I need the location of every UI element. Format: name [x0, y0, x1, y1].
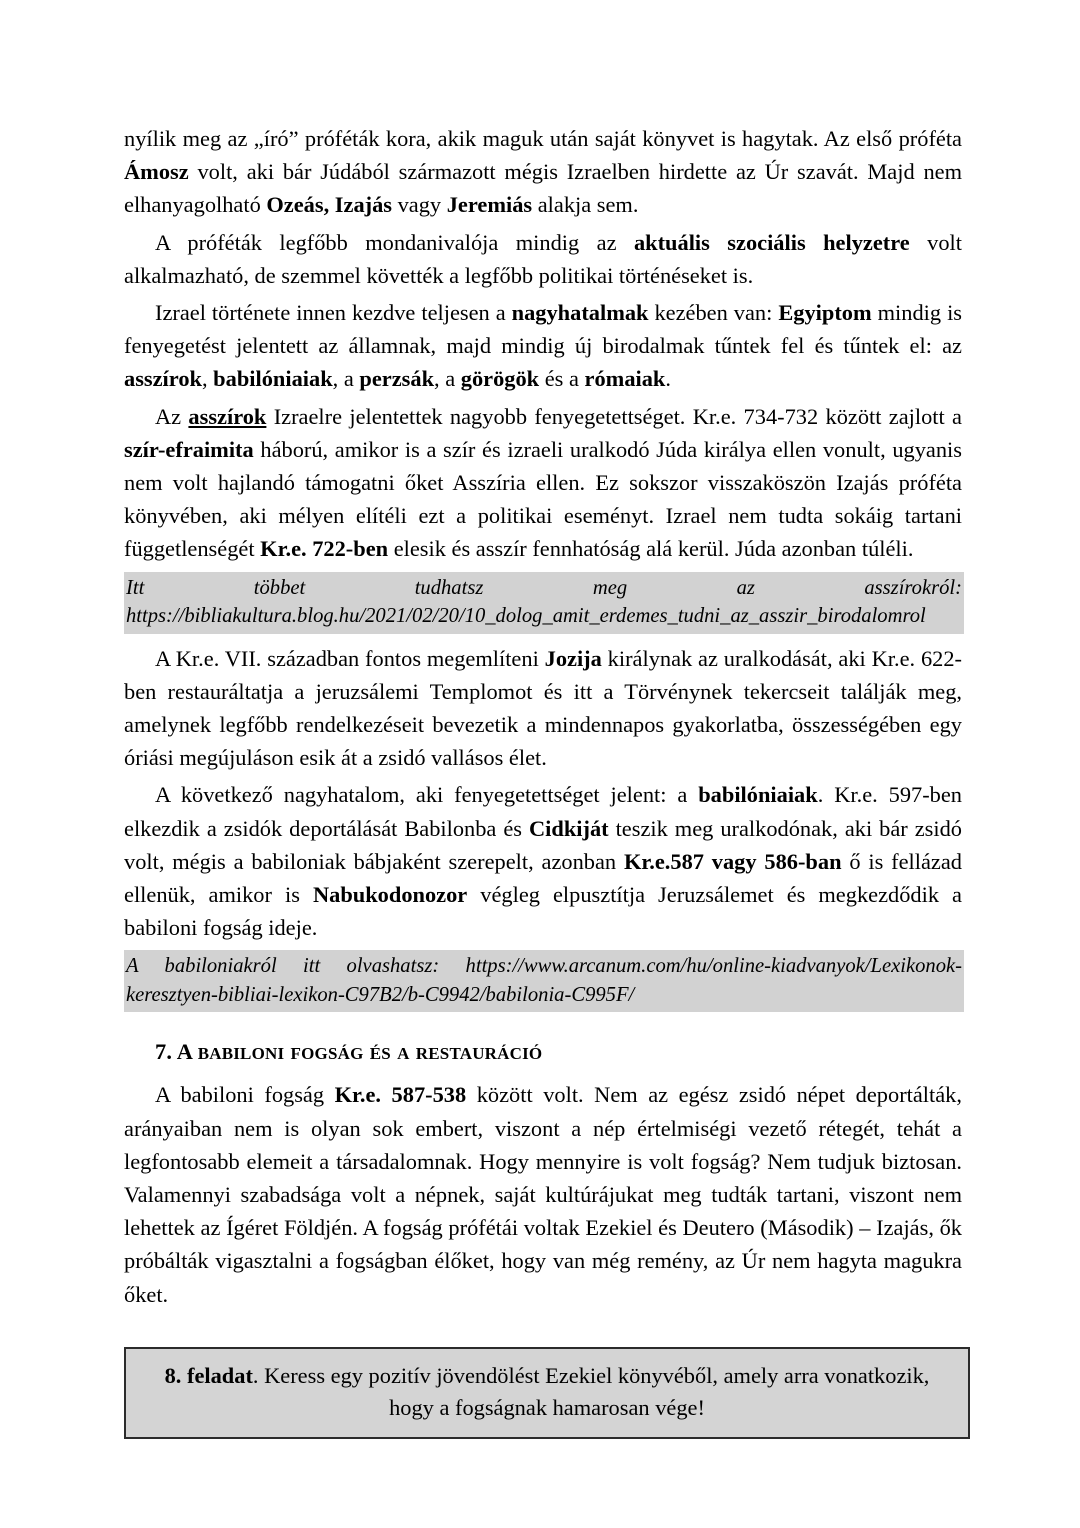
emphasis-babiloniaiak: babilóniaiak: [698, 782, 818, 808]
emphasis-kre-587-586: Kr.e.587 vagy 586-ban: [623, 848, 842, 874]
emphasis-amosz: Ámosz: [124, 159, 189, 185]
emphasis-szir-efraimita: szír-efraimita: [124, 436, 254, 462]
text-run: elesik és asszír fennhatóság alá kerül. Júda azonban túléli.: [388, 536, 914, 562]
note-babylon-line-2[interactable]: keresztyen-bibliai-lexikon-C97B2/b-C9942/babilonia-C995F/: [126, 983, 635, 1006]
text-run: ő is fellázad ellenük, amikor is: [124, 848, 962, 908]
text-run: , a: [332, 366, 360, 392]
emphasis-cidkijat: Cidkiját: [528, 815, 609, 841]
text-run: .: [665, 366, 671, 392]
paragraph-prophets-intro: [124, 122, 962, 222]
text-run: A próféták legfőbb mondanivalója mindig az: [155, 229, 634, 255]
task-text: . Keress egy pozitív jövendölést Ezekiel könyvéből, amely arra vonatkozik, hogy a fogságnak hamarosan vége!: [252, 1362, 930, 1421]
emphasis-egyiptom: Egyiptom: [778, 300, 872, 326]
section-title: babiloni fogság és a restauráció: [197, 1039, 543, 1066]
note-assyria-link[interactable]: [124, 572, 964, 634]
text-run: A következő nagyhatalom, aki fenyegetettséget jelent: a: [155, 782, 699, 808]
emphasis-nagyhatalmak: nagyhatalmak: [511, 300, 649, 326]
text-run: Izraelre jelentettek nagyobb fenyegetettséget. Kr.e. 734-732 között zajlott a: [266, 403, 962, 429]
text-run: . Kr.e. 597-ben elkezdik a zsidók deportálását Babilonba és: [124, 782, 962, 841]
text-run: alakja sem.: [532, 192, 639, 218]
note-babylon-line-1[interactable]: A babiloniakról itt olvashatsz: https://www.arcanum.com/hu/online-kiadvanyok/Lexikonok-: [126, 955, 962, 978]
paragraph-assyrians: [124, 400, 962, 566]
emphasis-gorogok: görögök: [460, 366, 540, 392]
emphasis-jeremias: Jeremiás: [446, 192, 533, 218]
text-run: mindig is fenyegetést jelentett az államnak, majd mindig új birodalmak tűntek fel és tűntek el: az: [124, 300, 962, 359]
emphasis-asszirok-underlined: asszírok: [188, 403, 267, 429]
text-run: háború, amikor is a szír és izraeli uralkodó Júda királya ellen vonult, ugyanis nem volt hajlandó támogatni őket Asszíria ellen. Ez sokszor visszaköszön Izajás próféta könyvében, aki mélyen elítéli ezt a politikai eseményt. Izrael nem tudta sokáig tartani függetlenségét: [124, 436, 962, 562]
emphasis-jozija: Jozija: [544, 645, 602, 671]
text-run: Izrael története innen kezdve teljesen a: [155, 300, 512, 326]
emphasis-kre-587-538: Kr.e. 587-538: [334, 1082, 467, 1108]
note-assyria-url[interactable]: https://bibliakultura.blog.hu/2021/02/20/10_dolog_amit_erdemes_tudni_az_asszir_birodalomrol: [126, 605, 926, 628]
text-run: A babiloni fogság: [155, 1082, 335, 1108]
text-run: között volt. Nem az egész zsidó népet deportálták, arányaiban nem is olyan sok embert, viszont a nép értelmiségi vezető rétegét, tehát a legfontosabb elemeit a társadalomnak. Hogy mennyire is volt fogság? Nem tudjuk biztosan. Valamennyi szabadsága volt a népnek, saját kultúrájukat meg tudták tartani, viszont nem lehettek az Ígéret Földjén. A fogság prófétái voltak Ezekiel és Deutero (Második) – Izajás, ők próbálták vigasztalni a fogságban élőket, hogy van még remény, az Úr nem hagyta magukra őket.: [124, 1082, 962, 1307]
emphasis-asszirok: asszírok: [124, 366, 202, 392]
text-run: , a: [434, 366, 461, 392]
text-run: volt, aki bár Júdából származott mégis Izraelben hirdette az Úr szavát. Majd nem elhanyagolható: [124, 159, 962, 218]
emphasis-romaiak: rómaiak: [584, 366, 666, 392]
emphasis-kre-722: Kr.e. 722-ben: [260, 536, 389, 562]
text-run: A Kr.e. VII. században fontos megemlíteni: [155, 645, 545, 671]
emphasis-ozeas-izajas: Ozeás, Izajás: [266, 192, 392, 218]
text-run: vagy: [392, 192, 447, 218]
emphasis-babiloniaiak: babilóniaiak: [213, 366, 333, 392]
section-number: 7. A: [155, 1039, 198, 1065]
text-run: teszik meg uralkodónak, aki bár zsidó volt, mégis a babiloniak bábjaként szerepelt, azonban: [124, 815, 962, 874]
text-run: Az: [155, 403, 189, 429]
paragraph-prophets-message: [124, 226, 962, 292]
text-run: királynak az uralkodását, aki Kr.e. 622-ben restauráltatja a jeruzsálemi Templomot és itt a Törvénynek tekercseit találják meg, amelynek legfőbb rendelkezéseit bevezetik a mindennapos gyakorlatba, összességében egy óriási megújuláson esik át a zsidó vallásos élet.: [124, 645, 962, 771]
note-assyria-lead: Itt többet tudhatsz meg az asszírokról:: [126, 576, 962, 599]
emphasis-social-situation: aktuális szociális helyzetre: [633, 229, 910, 255]
emphasis-perzsak: perzsák: [359, 366, 435, 392]
text-run: végleg elpusztítja Jeruzsálemet és megkezdődik a babiloni fogság ideje.: [124, 882, 962, 941]
paragraph-babylonians: [124, 778, 962, 944]
text-run: nyílik meg az „író” próféták kora, akik maguk után saját könyvet is hagytak. Az első próféta: [124, 126, 962, 151]
text-run: volt alkalmazható, de szemmel követték a legfőbb politikai történéseket is.: [124, 229, 962, 288]
note-babylon-link[interactable]: [124, 950, 964, 1012]
emphasis-nabukodonozor: Nabukodonozor: [312, 882, 468, 908]
paragraph-jozija: [124, 642, 962, 775]
section-heading-babylonian-captivity: [124, 1036, 962, 1068]
text-run: kezében van:: [648, 300, 779, 326]
task-label: 8. feladat: [164, 1362, 253, 1388]
task-box-8: [124, 1347, 970, 1439]
paragraph-captivity: [124, 1078, 962, 1310]
text-run: és a: [539, 366, 585, 392]
paragraph-great-powers: [124, 296, 962, 396]
text-run: ,: [201, 366, 214, 392]
